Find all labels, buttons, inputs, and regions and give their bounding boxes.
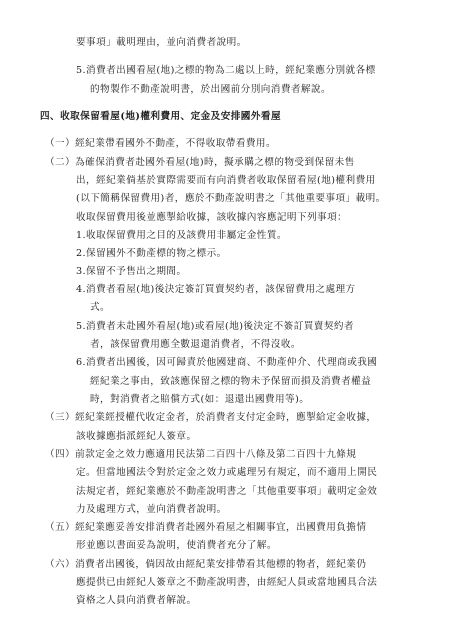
text-line: 形並應以書面妥為說明，使消費者充分了解。 bbox=[76, 540, 277, 551]
section-heading: 四、收取保留看屋(地)權利費用、定金及安排國外看屋 bbox=[40, 111, 281, 122]
text-line: 者，該保留費用應全數退還消費者，不得沒收。 bbox=[90, 339, 301, 350]
text-line: 要事項」載明理由，並向消費者說明。 bbox=[76, 37, 247, 48]
list-item: 5.消費者未赴國外看屋(地)或看屋(地)後決定不簽訂買賣契約者 bbox=[76, 321, 354, 332]
text-line: (以下簡稱保留費用)者，應於不動產說明書之「其他重要事項」載明。 bbox=[76, 193, 386, 204]
list-item: 2.保留國外不動產標的物之標示。 bbox=[76, 248, 227, 259]
text-line: （二）為確保消費者赴國外看屋(地)時，擬承購之標的物受到保留未售 bbox=[45, 157, 355, 168]
text-line: 該收據應指派經紀人簽章。 bbox=[76, 431, 197, 442]
text-line: 的物製作不動產說明書，於出國前分別向消費者解說。 bbox=[90, 84, 332, 95]
text-line: 時，對消費者之賠償方式(如：退還出國費用等)。 bbox=[90, 394, 310, 405]
text-line: 式。 bbox=[90, 302, 111, 313]
text-line: 法規定者，經紀業應於不動產說明書之「其他重要事項」載明定金效 bbox=[76, 486, 378, 497]
text-line: （三）經紀業經授權代收定金者，於消費者支付定金時，應掣給定金收據， bbox=[45, 412, 377, 423]
text-line: （一）經紀業帶看國外不動產，不得收取帶看費用。 bbox=[45, 138, 277, 149]
text-line: 出，經紀業倘基於實際需要而有向消費者收取保留看屋(地)權利費用 bbox=[76, 175, 376, 186]
text-line: 經紀業之事由，致該應保留之標的物未予保留而損及消費者權益 bbox=[90, 376, 372, 387]
text-line: （五）經紀業應妥善安排消費者赴國外看屋之相關事宜，出國費用負擔情 bbox=[45, 522, 367, 533]
text-line: 應提供已由經紀人簽章之不動產說明書，由經紀人員或當地國具合法 bbox=[76, 577, 378, 588]
text-line: （四）前款定金之效力應適用民法第二百四十八條及第二百四十九條規 bbox=[45, 449, 357, 460]
text-line: 收取保留費用後並應掣給收據，該收據內容應記明下列事項： bbox=[76, 212, 348, 223]
text-line: （六）消費者出國後，倘因故由經紀業安排帶看其他標的物者，經紀業仍 bbox=[45, 559, 367, 570]
list-item: 3.保留不予售出之期間。 bbox=[76, 266, 187, 277]
text-line: 5.消費者出國看屋(地)之標的物為二處以上時，經紀業應分別就各標 bbox=[76, 65, 376, 76]
list-item: 4.消費者看屋(地)後決定簽訂買賣契約者，該保留費用之處理方 bbox=[76, 284, 356, 295]
list-item: 1.收取保留費用之目的及該費用非屬定金性質。 bbox=[76, 230, 287, 241]
text-line: 力及處理方式，並向消費者說明。 bbox=[76, 504, 227, 515]
text-line: 定。但當地國法令對於定金之效力或處理另有規定，而不適用上開民 bbox=[76, 467, 378, 478]
text-line: 資格之人員向消費者解說。 bbox=[76, 595, 197, 606]
list-item: 6.消費者出國後，因可歸責於他國建商、不動產仲介、代理商或我國 bbox=[76, 357, 378, 368]
